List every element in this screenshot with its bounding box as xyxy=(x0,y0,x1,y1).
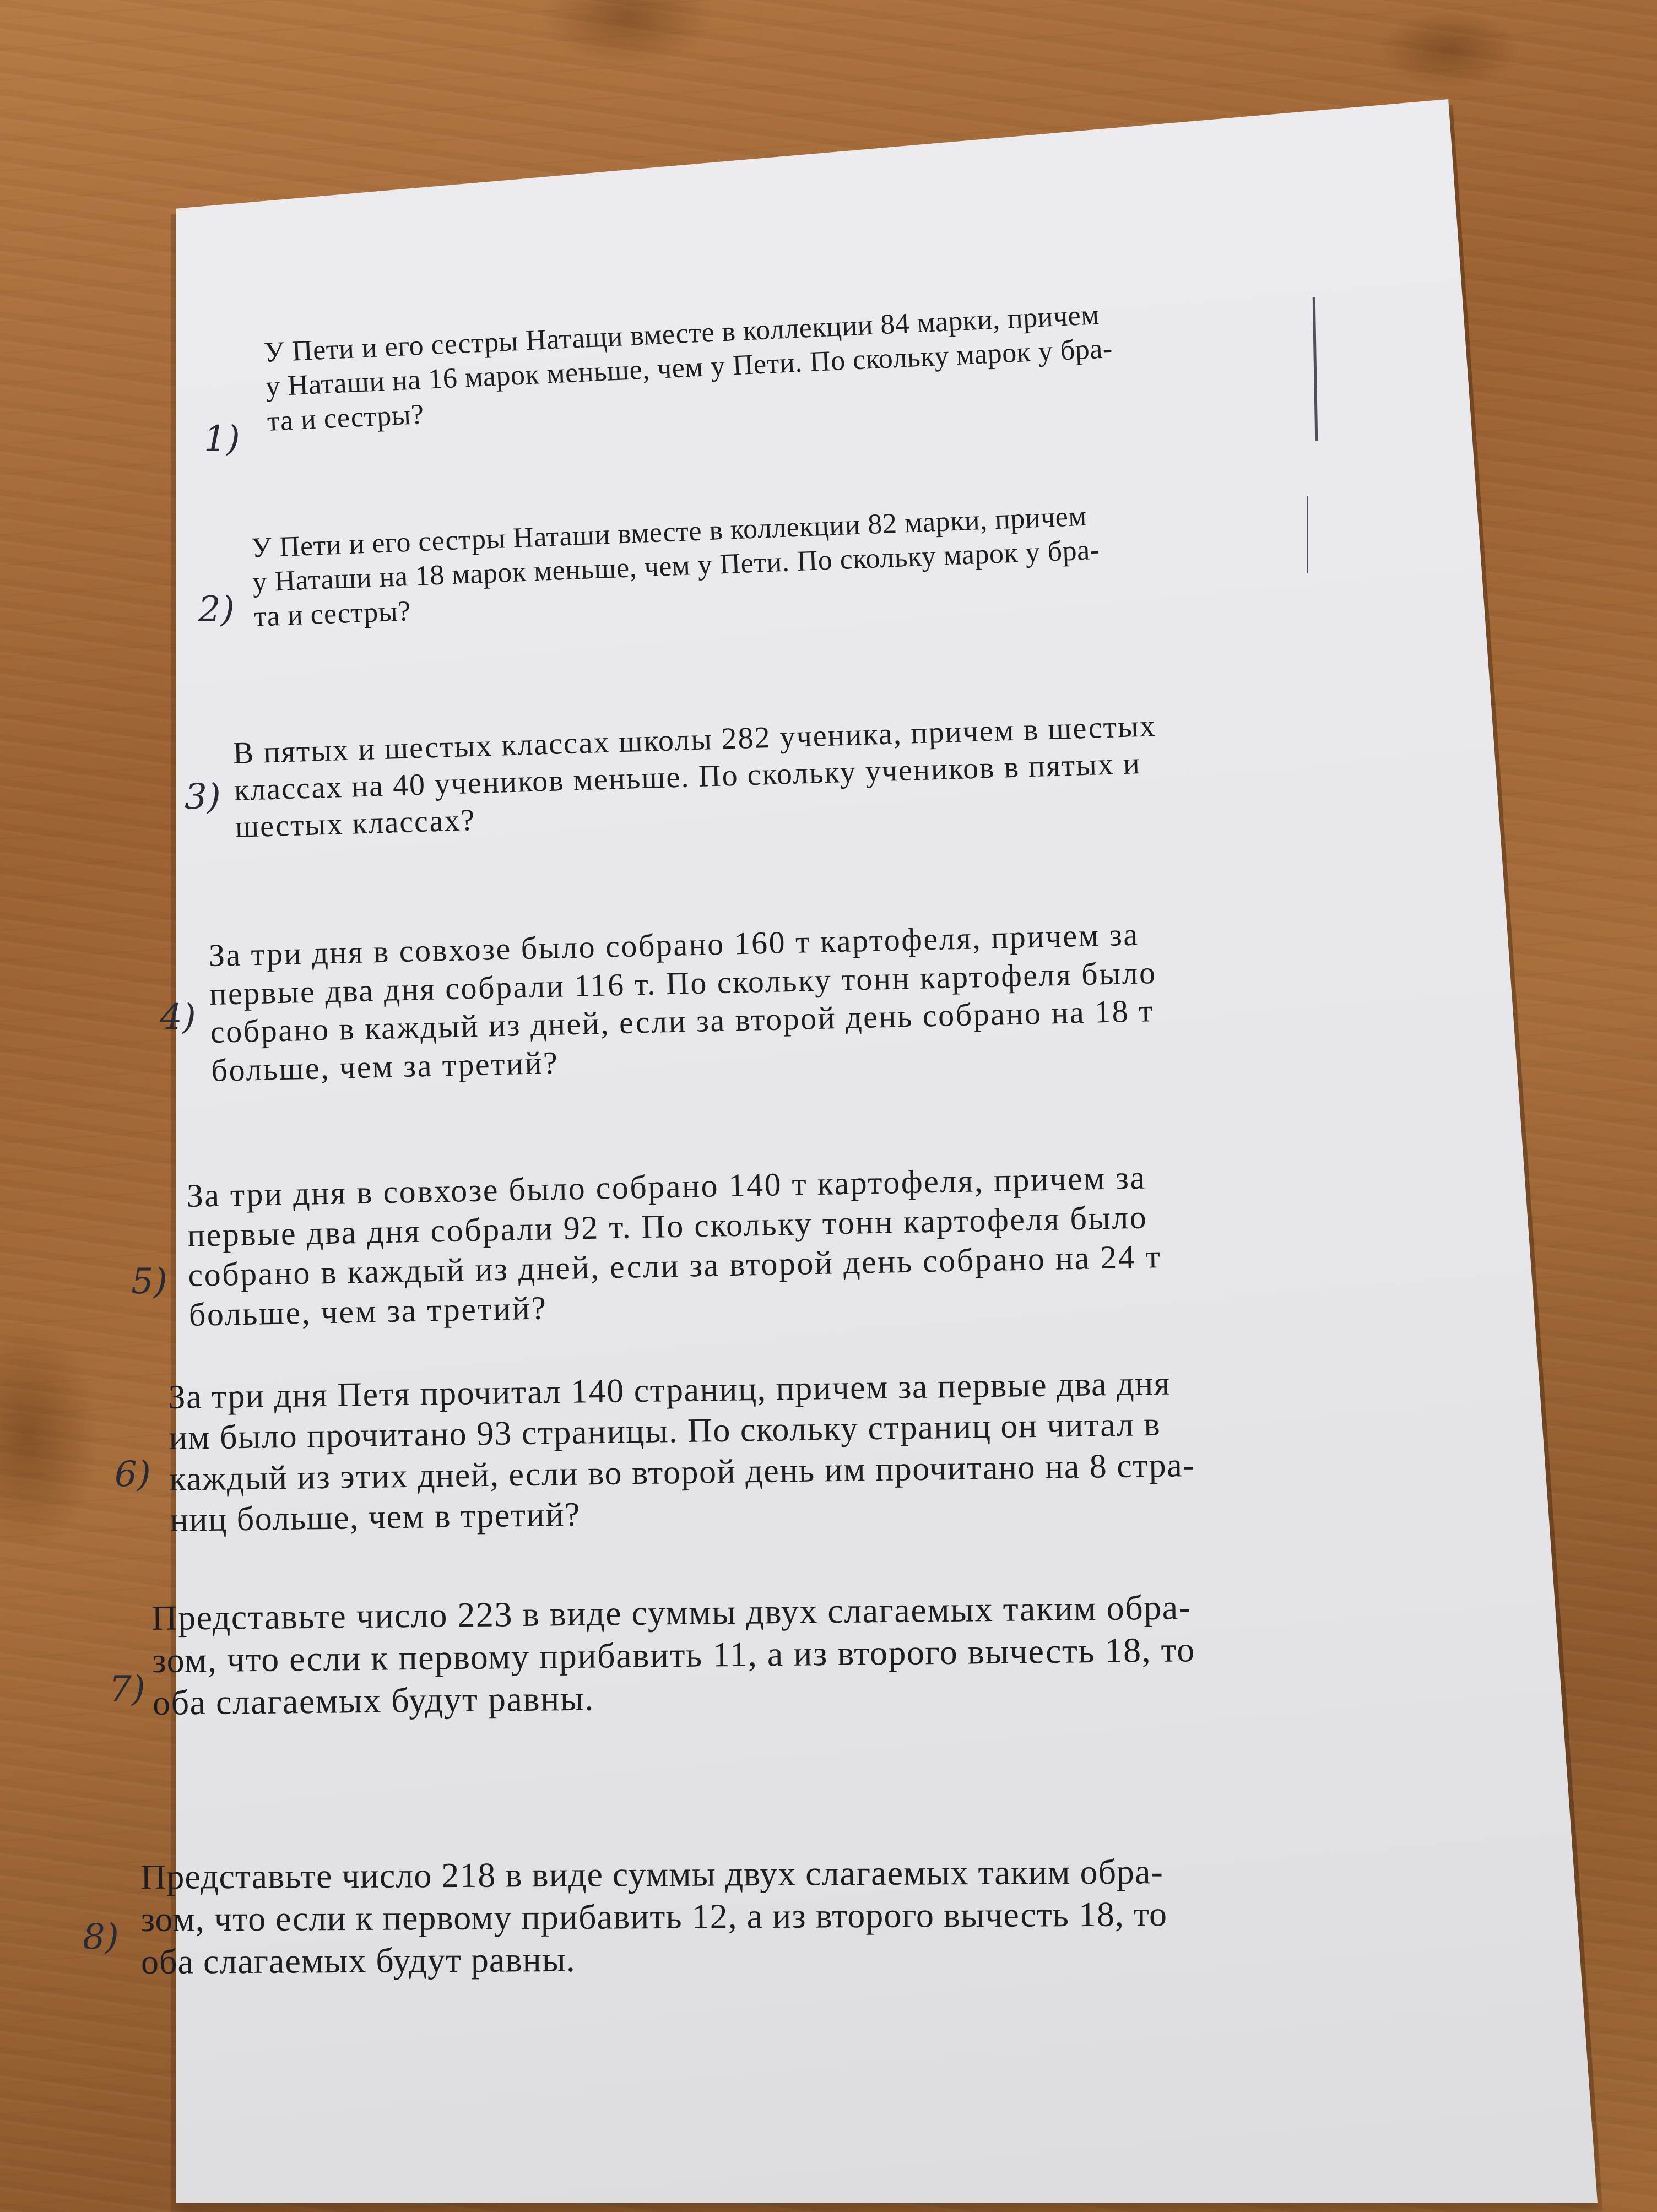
problem-text-3: В пятых и шестых классах школы 282 ученика, причем в шестых классах на 40 учеников меньше. По скольку учеников в пятых и шестых классах? xyxy=(232,709,1157,845)
problem-number-3: 3) xyxy=(185,777,221,817)
problem-number-4: 4) xyxy=(160,997,196,1038)
problem-text-7: Представьте число 223 в виде суммы двух слагаемых таким обра- зом, что если к первому прибавить 11, а из второго вычесть 18, то оба слагаемых будут равны. xyxy=(151,1587,1196,1722)
problem-number-8: 8) xyxy=(83,1917,119,1958)
wood-knot xyxy=(540,0,716,66)
problem-text-4: За три дня в совхозе было собрано 160 т картофеля, причем за первые два дня собрали 116 т. По скольку тонн картофеля было собрано в каждый из дней, если за второй день собрано на 18 т больше, чем за третий? xyxy=(208,916,1157,1088)
problem-number-6: 6) xyxy=(115,1454,151,1495)
problem-text-8: Представьте число 218 в виде суммы двух слагаемых таким обра- зом, что если к первому прибавить 12, а из второго вычесть 18, то оба слагаемых будут равны. xyxy=(140,1852,1168,1981)
problem-text-2: У Пети и его сестры Наташи вместе в коллекции 82 марки, причем у Наташи на 18 марок меньше, чем у Пети. По скольку марок у бра- та и сестры? xyxy=(251,500,1101,633)
problem-number-7: 7) xyxy=(109,1669,145,1710)
problem-number-1: 1) xyxy=(204,419,240,459)
problem-text-5: За три дня в совхозе было собрано 140 т картофеля, причем за первые два дня собрали 92 т. По скольку тонн картофеля было собрано в каждый из дней, если за второй день собрано на 24 т больше, чем за третий? xyxy=(186,1159,1162,1333)
problem-number-5: 5) xyxy=(131,1261,167,1302)
wood-knot xyxy=(0,1322,99,1553)
problem-number-2: 2) xyxy=(198,589,235,630)
wood-knot xyxy=(1377,11,1520,88)
problem-text-6: За три дня Петя прочитал 140 страниц, причем за первые два дня им было прочитано 93 страницы. По скольку страниц он читал в каждый из этих дней, если во второй день им прочитано на 8 стра- ниц больше, чем в третий? xyxy=(168,1364,1195,1539)
margin-mark xyxy=(1307,496,1308,573)
problem-text-1: У Пети и его сестры Натащи вместе в коллекции 84 марки, причем у Наташи на 16 марок меньше, чем у Пети. По скольку марок у бра- та и сестры? xyxy=(263,299,1113,437)
